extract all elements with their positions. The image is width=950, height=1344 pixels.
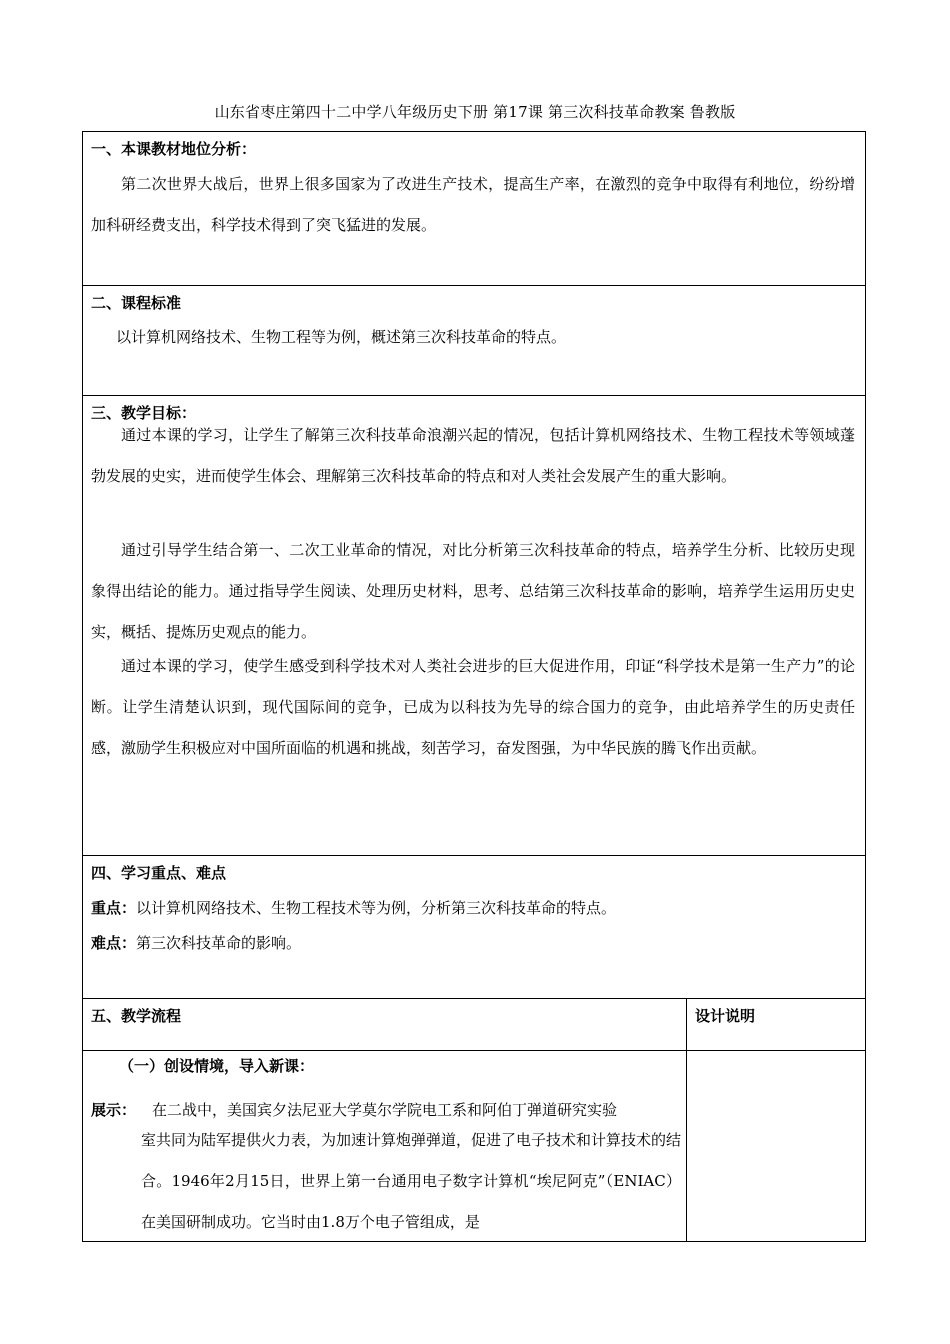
step-subheading: （一）创设情境，导入新课：	[119, 1057, 315, 1075]
section-key-points	[82, 855, 866, 999]
section-heading: 四、学习重点、难点	[91, 864, 227, 882]
show-label: 展示：	[91, 1101, 137, 1119]
design-notes-heading: 设计说明	[695, 1007, 756, 1025]
section-teaching-process-header	[82, 998, 866, 1051]
column-divider	[686, 1051, 687, 1241]
column-divider	[686, 999, 687, 1050]
section-heading: 三、教学目标：	[91, 404, 197, 422]
section-heading: 二、课程标准	[91, 294, 182, 312]
section-heading: 五、教学流程	[91, 1007, 182, 1025]
difficult-point-label: 难点：	[91, 934, 137, 952]
section-material-analysis	[82, 131, 866, 286]
goal-paragraph-3: 通过本课的学习，使学生感受到科学技术对人类社会进步的巨大促进作用，印证“科学技术是第一生产力”的论断。让学生清楚认识到，现代国际间的竞争，已成为以科技为先导的综合国力的竞争，由此培养学生的历史责任感，激励学生积极应对中国所面临的机遇和挑战，刻苦学习，奋发图强，为中华民族的腾飞作出贡献。	[91, 657, 855, 757]
section-curriculum-standard	[82, 285, 866, 396]
show-line	[91, 1099, 617, 1121]
difficult-point-line	[91, 932, 301, 954]
section-heading: 一、本课教材地位分析：	[91, 140, 257, 158]
section-paragraph: 第二次世界大战后，世界上很多国家为了改进生产技术，提高生产率，在激烈的竞争中取得有利地位，纷纷增加科研经费支出，科学技术得到了突飞猛进的发展。	[91, 175, 855, 234]
show-paragraph-continued: 室共同为陆军提供火力表，为加速计算炮弹弹道，促进了电子技术和计算技术的结合。1946年2月15日，世界上第一台通用电子数字计算机“埃尼阿克”（ENIAC）在美国研制成功。它当时由1.8万个电子管组成，是	[141, 1131, 682, 1231]
difficult-point-text: 第三次科技革命的影响。	[136, 934, 302, 952]
goal-paragraph-2: 通过引导学生结合第一、二次工业革命的情况，对比分析第三次科技革命的特点，培养学生分析、比较历史现象得出结论的能力。通过指导学生阅读、处理历史材料，思考、总结第三次科技革命的影响，培养学生运用历史史实，概括、提炼历史观点的能力。	[91, 541, 855, 641]
key-point-label: 重点：	[91, 899, 137, 917]
goal-paragraph-1: 通过本课的学习，让学生了解第三次科技革命浪潮兴起的情况，包括计算机网络技术、生物工程技术等领域蓬勃发展的史实，进而使学生体会、理解第三次科技革命的特点和对人类社会发展产生的重大影响。	[91, 426, 855, 485]
key-point-text: 以计算机网络技术、生物工程技术等为例，分析第三次科技革命的特点。	[136, 899, 617, 917]
show-first-line: 在二战中，美国宾夕法尼亚大学莫尔学院电工系和阿伯丁弹道研究实验	[152, 1101, 618, 1119]
key-point-line	[91, 897, 616, 919]
section-paragraph: 以计算机网络技术、生物工程等为例，概述第三次科技革命的特点。	[116, 328, 567, 346]
section-teaching-goals	[82, 395, 866, 856]
document-title: 山东省枣庄第四十二中学八年级历史下册 第17课 第三次科技革命教案 鲁教版	[214, 103, 736, 121]
section-teaching-process-content	[82, 1050, 866, 1242]
